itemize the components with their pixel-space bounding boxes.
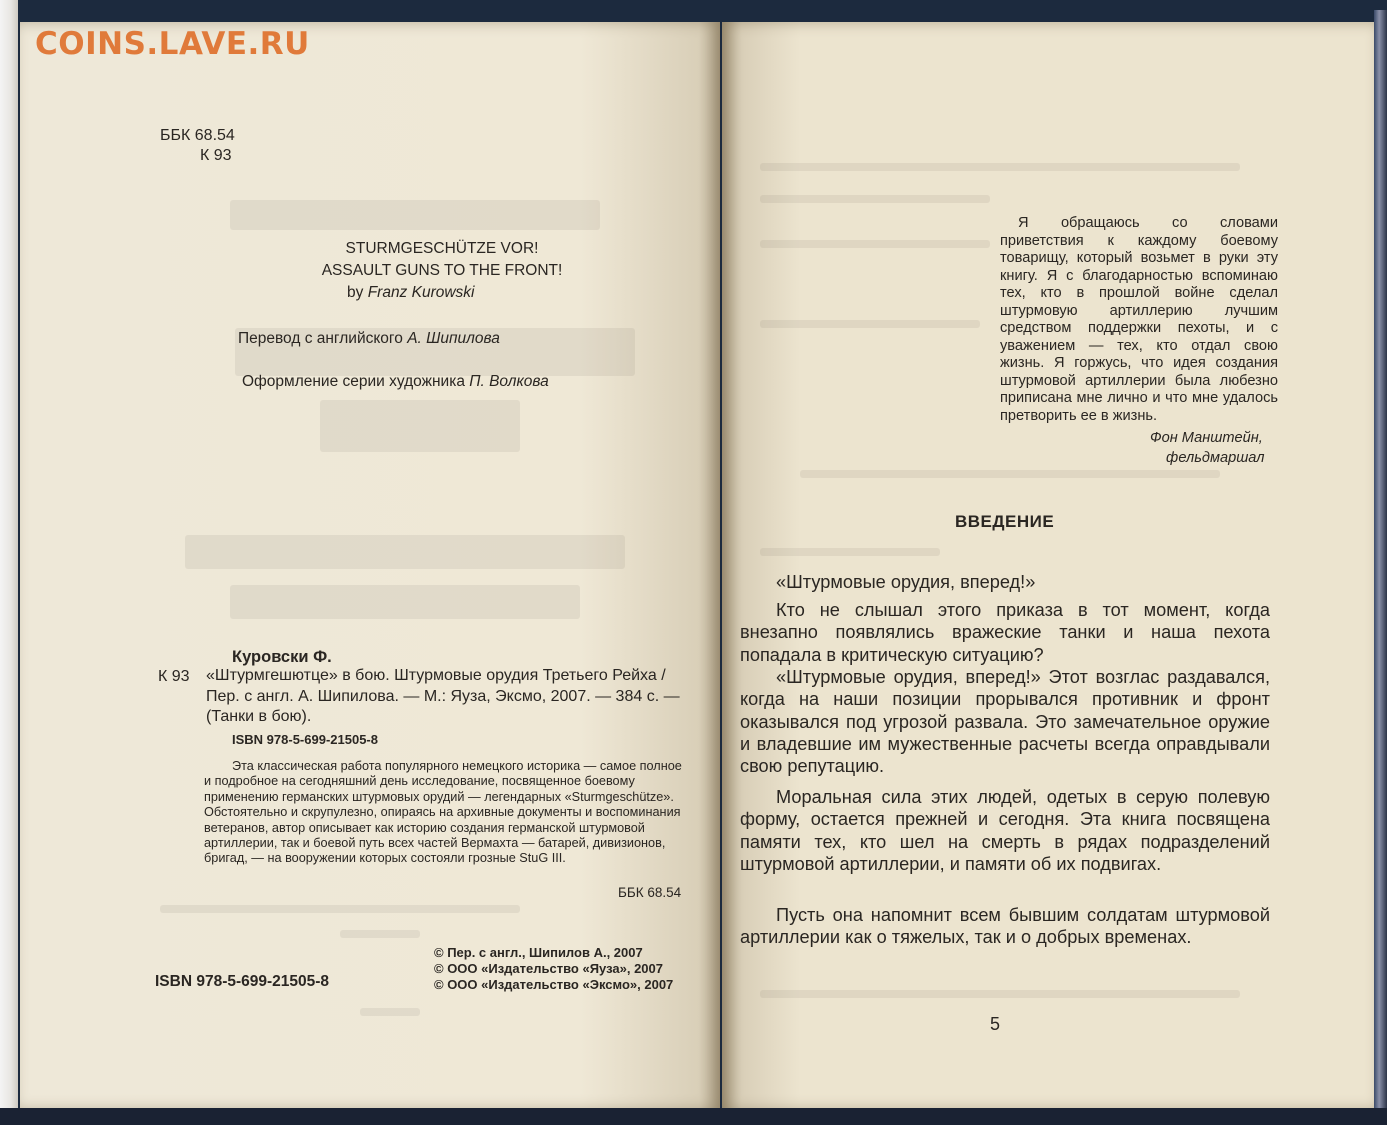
bleed-through: [760, 990, 1240, 998]
bleed-through: [320, 400, 520, 452]
bleed-through: [340, 930, 420, 938]
paragraph-5: Пусть она напомнит всем бывшим солдатам штурмовой артиллерии как о тяжелых, так и о добрых временах.: [740, 905, 1270, 948]
original-title-line-2: ASSAULT GUNS TO THE FRONT!: [321, 262, 563, 279]
design-prefix: Оформление серии художника: [242, 373, 465, 390]
copyright-translation: © Пер. с англ., Шипилов А., 2007: [434, 945, 643, 960]
abstract: Эта классическая работа популярного немецкого историка — самое полное и подробное на сегодняшний день исследование, посвященное боевому применению германских штурмовых орудий — легендарных «Sturmgeschütze». Обстоятельно и скрупулезно, опираясь на архивные документы и воспоминания ветеранов, автор описывает как историю создания германской штурмовой артиллерии, так и боевой путь всех частей Вермахта — батарей, дивизионов, бригад, — на вооружении которых состояли грозные StuG III.: [204, 759, 682, 866]
original-author: Franz Kurowski: [367, 284, 475, 301]
catalog-k-code: К 93: [158, 668, 190, 685]
paragraph-1: «Штурмовые орудия, вперед!»: [776, 572, 1036, 592]
epigraph-author: Фон Манштейн,: [1150, 430, 1263, 446]
epigraph-author-rank: фельдмаршал: [1166, 450, 1265, 466]
translator-name: А. Шипилова: [407, 330, 500, 347]
bleed-through: [760, 320, 980, 328]
paragraph-2: Кто не слышал этого приказа в тот момент, когда внезапно появлялись вражеские танки и наша пехота попадала в критическую ситуацию?: [740, 600, 1270, 665]
bleed-through: [360, 1008, 420, 1016]
isbn-small: ISBN 978-5-699-21505-8: [232, 732, 378, 747]
isbn-main: ISBN 978-5-699-21505-8: [155, 973, 330, 990]
bleed-through: [760, 163, 1240, 171]
original-author-line: [347, 284, 475, 302]
bleed-through: [760, 195, 990, 203]
copyright-yauza: © ООО «Издательство «Яуза», 2007: [434, 961, 663, 976]
watermark: COINS.LAVE.RU: [35, 26, 310, 62]
catalog-description: «Штурмгешютце» в бою. Штурмовые орудия Третьего Рейха / Пер. с англ. А. Шипилова. — М.: Яуза, Эксмо, 2007. — 384 с. — (Танки в бою).: [206, 667, 680, 725]
original-title-line-1: STURMGESCHÜTZE VOR!: [345, 240, 539, 257]
scan-edge-right: [1374, 10, 1387, 1110]
bleed-through: [160, 905, 520, 913]
by-prefix: by: [347, 284, 364, 301]
scan-edge: [0, 0, 18, 1125]
bleed-through: [230, 200, 600, 230]
bbk-bottom: ББК 68.54: [618, 885, 682, 900]
scan-edge-bottom: [0, 1108, 1387, 1125]
bleed-through: [760, 240, 990, 248]
page-number: 5: [990, 1014, 1001, 1034]
paragraph-3: «Штурмовые орудия, вперед!» Этот возглас раздавался, когда на наши позиции прорывался противник и фронт оказывался под угрозой развала. Это замечательное оружие и владевшие им мужественные расчеты всегда оправдывали свою репутацию.: [740, 667, 1270, 777]
bleed-through: [185, 535, 625, 569]
paragraph-4: Моральная сила этих людей, одетых в серую полевую форму, остается прежней и сегодня. Эта книга посвящена памяти тех, кто шел на смерть в рядах подразделений штурмовой артиллерии, и памяти об их подвигах.: [740, 787, 1270, 874]
k-code: К 93: [200, 147, 232, 164]
catalog-author: Куровски Ф.: [232, 648, 332, 666]
bleed-through: [230, 585, 580, 619]
copyright-eksmo: © ООО «Издательство «Эксмо», 2007: [434, 977, 674, 992]
designer-name: П. Волкова: [469, 373, 549, 390]
translation-credit: [238, 330, 500, 348]
chapter-heading: ВВЕДЕНИЕ: [955, 512, 1055, 531]
bleed-through: [760, 548, 940, 556]
design-credit: [242, 373, 549, 391]
epigraph: Я обращаюсь со словами приветствия к каждому боевому товарищу, который возьмет в руки эту книгу. Я с благодарностью вспоминаю тех, кто в прошлой войне сделал штурмовую артиллерию лучшим средством поддержки пехоты, и с уважением — тех, кто отдал свою жизнь. Я горжусь, что идея создания штурмовой артиллерии была любезно приписана мне лично и что мне удалось претворить ее в жизнь.: [1000, 215, 1278, 424]
translation-prefix: Перевод с английского: [238, 330, 403, 347]
bleed-through: [800, 470, 1220, 478]
bbk-code: ББК 68.54: [160, 127, 235, 144]
